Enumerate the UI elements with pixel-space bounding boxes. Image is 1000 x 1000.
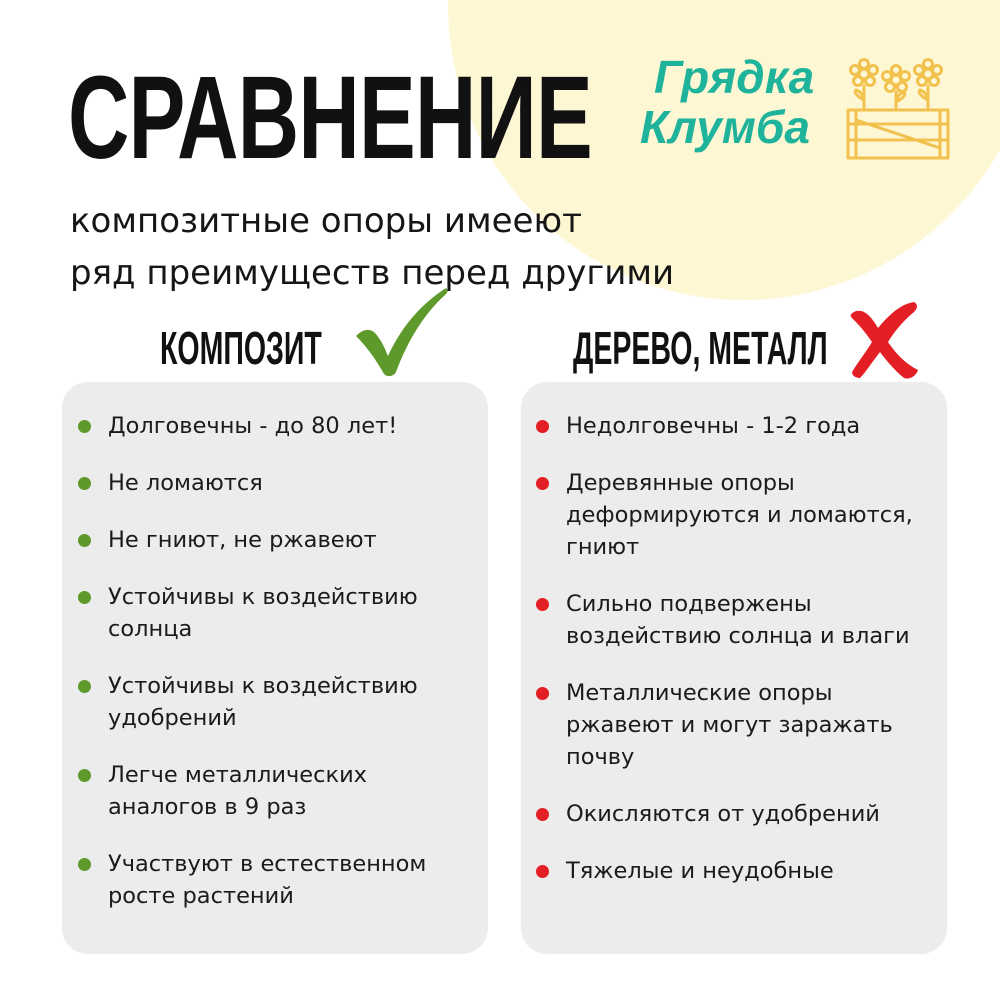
list-item	[566, 798, 938, 830]
list-item	[108, 467, 478, 499]
bullet-dot-icon	[78, 591, 91, 604]
list-item-text: Не гниют, не ржавеют	[108, 527, 377, 553]
composite-heading-label: КОМПОЗИТ	[160, 322, 322, 374]
list-item-text: Устойчивы к воздействию удобрений	[108, 673, 418, 731]
list-item-text: Легче металлических аналогов в 9 раз	[108, 762, 368, 820]
wood-metal-heading-label: ДЕРЕВО, МЕТАЛЛ	[573, 322, 828, 374]
logo-line-2: Клумба	[640, 101, 810, 153]
list-item-text: Недолговечны - 1-2 года	[566, 413, 861, 439]
bullet-dot-icon	[78, 420, 91, 433]
bullet-dot-icon	[78, 680, 91, 693]
composite-advantages-card	[62, 382, 488, 954]
page-title: СРАВНЕНИЕ	[68, 52, 592, 184]
composite-advantages-list	[108, 410, 478, 937]
logo-wordmark	[640, 52, 814, 152]
subtitle-line-2: ряд преимуществ перед другими	[70, 253, 675, 293]
wood-metal-heading	[573, 318, 984, 378]
list-item-text: Сильно подвержены воздействию солнца и влаги	[566, 591, 910, 649]
list-item	[108, 670, 478, 734]
list-item-text: Долговечны - до 80 лет!	[108, 413, 398, 439]
bullet-dot-icon	[536, 865, 549, 878]
list-item	[566, 588, 938, 652]
bullet-dot-icon	[536, 477, 549, 490]
list-item-text: Участвуют в естественном росте растений	[108, 851, 427, 909]
list-item-text: Устойчивы к воздействию солнца	[108, 584, 418, 642]
list-item	[108, 581, 478, 645]
wood-metal-drawbacks-list	[566, 410, 938, 912]
list-item-text: Тяжелые и неудобные	[566, 858, 834, 884]
list-item	[108, 410, 478, 442]
list-item	[566, 410, 938, 442]
bullet-dot-icon	[78, 769, 91, 782]
list-item-text: Металлические опоры ржавеют и могут заражать почву	[566, 680, 893, 770]
list-item	[566, 855, 938, 887]
wood-metal-drawbacks-card	[521, 382, 947, 954]
list-item	[566, 467, 938, 563]
list-item-text: Окисляются от удобрений	[566, 801, 880, 827]
list-item	[108, 759, 478, 823]
flower-box-icon	[846, 58, 950, 162]
bullet-dot-icon	[536, 687, 549, 700]
list-item-text: Деревянные опоры деформируются и ломаются, гниют	[566, 470, 913, 560]
bullet-dot-icon	[536, 598, 549, 611]
logo-line-1: Грядка	[654, 51, 815, 103]
list-item-text: Не ломаются	[108, 470, 263, 496]
brand-logo	[640, 52, 960, 172]
list-item	[566, 677, 938, 773]
bullet-dot-icon	[78, 858, 91, 871]
list-item	[108, 848, 478, 912]
list-item	[108, 524, 478, 556]
bullet-dot-icon	[78, 534, 91, 547]
bullet-dot-icon	[536, 808, 549, 821]
page-subtitle	[70, 195, 790, 299]
bullet-dot-icon	[78, 477, 91, 490]
bullet-dot-icon	[536, 420, 549, 433]
subtitle-line-1: композитные опоры имееют	[70, 201, 582, 241]
cross-icon	[848, 300, 920, 380]
check-icon	[352, 286, 452, 378]
